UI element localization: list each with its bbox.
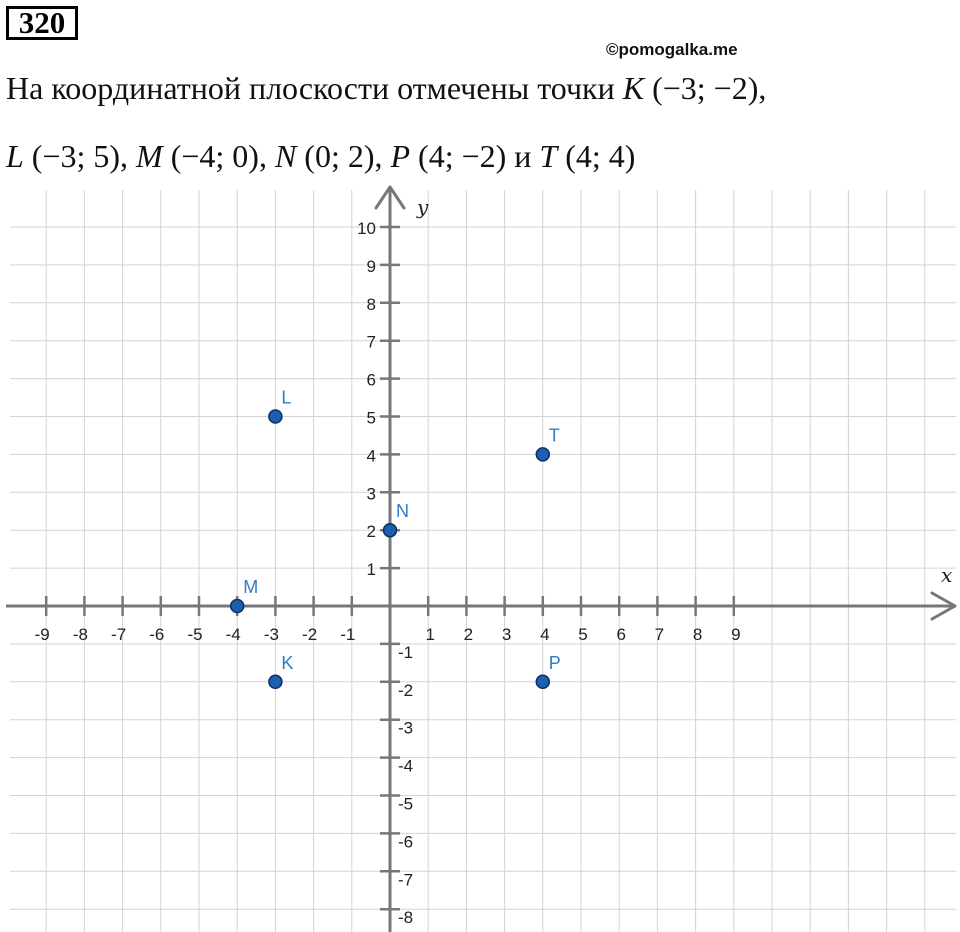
problem-text-line-1	[6, 70, 766, 107]
point-name: M	[136, 138, 163, 174]
y-axis-label: y	[417, 195, 429, 219]
coordinate-plane	[0, 180, 960, 932]
x-tick-label: -7	[111, 625, 127, 644]
point-coords: (−3; 5),	[23, 138, 137, 174]
y-tick-label: 7	[366, 332, 376, 352]
point-name-k: K	[622, 70, 645, 106]
y-tick-label: -2	[398, 680, 414, 700]
watermark: ©pomogalka.me	[606, 40, 738, 59]
x-tick-label: -4	[225, 625, 241, 644]
axes	[6, 186, 956, 932]
x-tick-label: -8	[72, 625, 88, 644]
y-tick-label: -6	[398, 832, 414, 852]
point-k	[269, 675, 282, 688]
y-tick-label: -7	[398, 870, 414, 890]
x-tick-label: 2	[463, 625, 474, 644]
point-name: P	[390, 138, 411, 174]
problem-text-line-2	[6, 138, 635, 175]
y-tick-label: -5	[398, 794, 414, 814]
point-label-k: K	[281, 652, 294, 673]
problem-number: 320	[6, 6, 78, 40]
x-tick-label: 1	[425, 625, 435, 644]
point-label-l: L	[281, 387, 292, 408]
y-tick-label: -3	[398, 718, 414, 738]
y-tick-label: 3	[366, 484, 376, 504]
y-tick-label: 4	[366, 446, 376, 466]
x-tick-label: -5	[187, 625, 203, 644]
x-tick-label: 5	[578, 625, 588, 644]
y-tick-label: -8	[398, 908, 414, 928]
y-tick-label: 6	[366, 370, 376, 390]
point-coords: (0; 2),	[296, 138, 391, 174]
x-tick-label: 4	[540, 625, 550, 644]
point-name: N	[274, 138, 297, 174]
point-name: L	[6, 138, 24, 174]
x-tick-label: -1	[340, 625, 356, 644]
y-tick-label: 8	[366, 294, 376, 314]
x-tick-label: 7	[654, 625, 665, 644]
point-coords: (4; 4)	[557, 138, 636, 174]
x-tick-label: 8	[692, 625, 703, 644]
tick-labels	[35, 219, 741, 927]
point-l	[269, 410, 282, 423]
x-tick-label: 6	[616, 625, 626, 644]
y-tick-label: 1	[366, 560, 376, 580]
point-p	[536, 675, 549, 688]
point-n	[384, 524, 397, 537]
x-axis-label: x	[941, 563, 953, 587]
y-tick-label: 5	[366, 408, 376, 428]
x-tick-label: -6	[149, 625, 165, 644]
point-label-p: P	[548, 652, 561, 673]
point-label-t: T	[548, 425, 560, 446]
point-name: T	[539, 138, 558, 174]
point-coords: (−4; 0),	[162, 138, 275, 174]
point-m	[231, 600, 244, 613]
x-tick-label: 3	[501, 625, 512, 644]
y-tick-label: -4	[398, 756, 414, 776]
y-tick-label: 10	[357, 219, 376, 238]
x-tick-label: -2	[302, 625, 318, 644]
point-coords-k: (−3; −2),	[644, 70, 767, 106]
x-tick-label: -3	[263, 625, 279, 644]
point-label-n: N	[396, 501, 409, 522]
point-t	[536, 448, 549, 461]
point-coords: (4; −2) и	[410, 138, 540, 174]
x-tick-label: -9	[34, 625, 50, 644]
x-tick-label: 9	[731, 625, 741, 644]
point-label-m: M	[243, 577, 259, 597]
y-tick-label: 9	[366, 256, 376, 276]
y-tick-label: -1	[398, 642, 414, 662]
grid	[10, 190, 956, 932]
text-prefix: На координатной плоскости отмечены точки	[6, 70, 623, 106]
y-tick-label: 2	[366, 522, 376, 542]
